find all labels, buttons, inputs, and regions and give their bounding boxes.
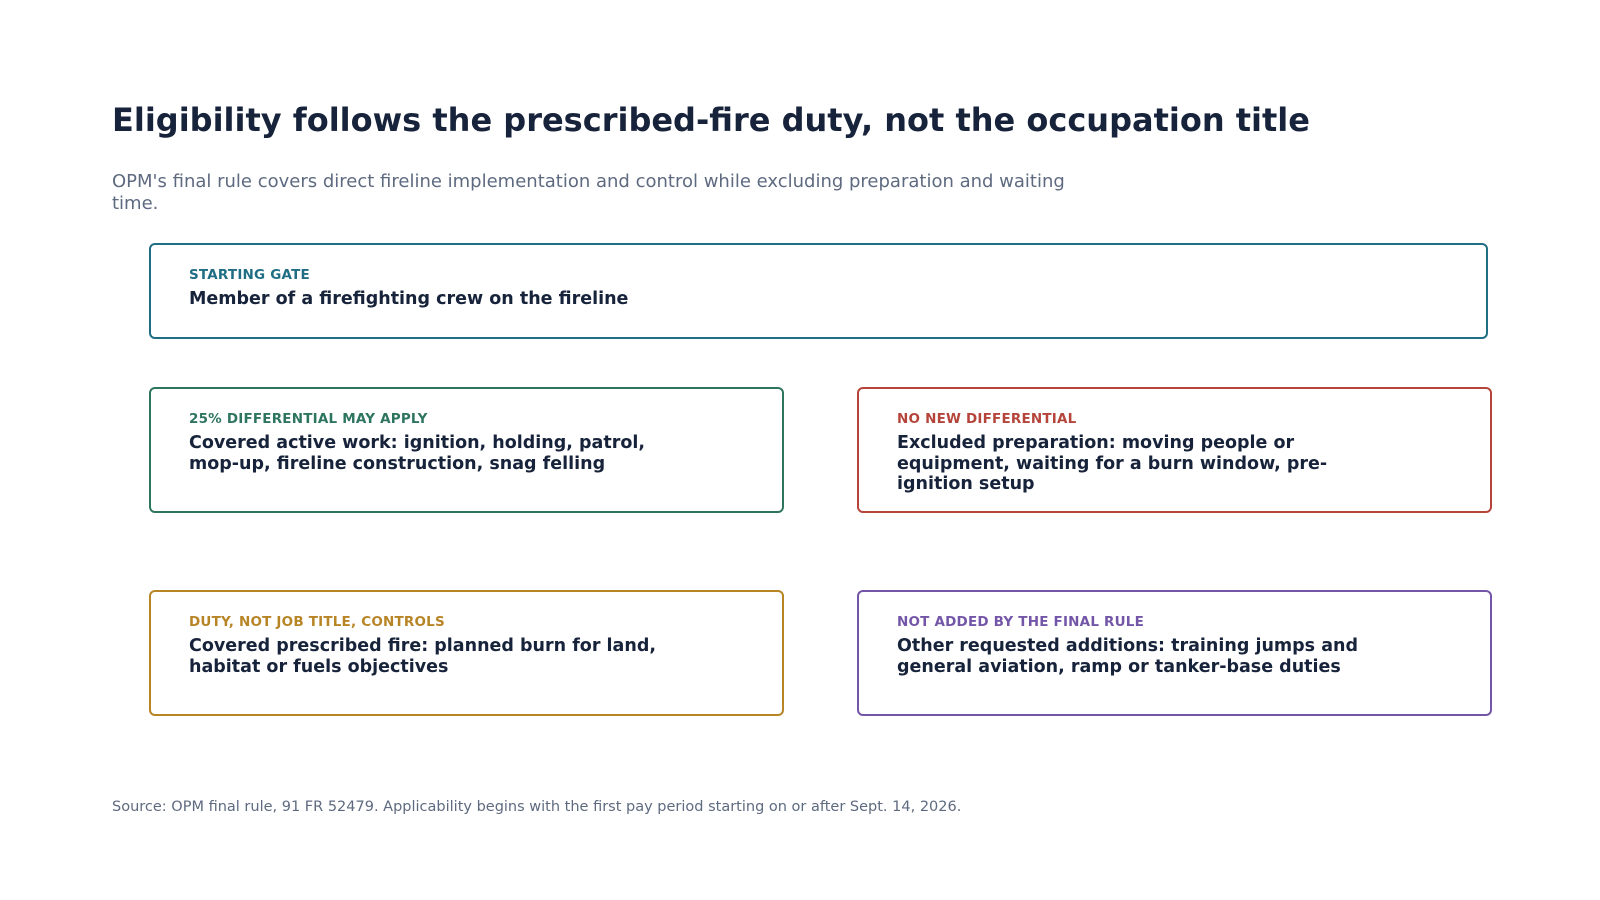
card-kicker: DUTY, NOT JOB TITLE, CONTROLS [189,614,445,630]
card-body: Covered active work: ignition, holding, patrol, mop-up, fireline construction, snag felling [189,433,646,474]
card-kicker: STARTING GATE [189,267,310,283]
card-body: Excluded preparation: moving people or equipment, waiting for a burn window, pre-ignition setup [897,433,1328,494]
not-added-additions-card [857,590,1492,716]
card-kicker: 25% DIFFERENTIAL MAY APPLY [189,411,428,427]
page-subtitle: OPM's final rule covers direct fireline implementation and control while excluding preparation and waiting time. [112,171,1065,214]
excluded-preparation-card [857,387,1492,513]
covered-active-work-card [149,387,784,513]
card-body: Other requested additions: training jumps and general aviation, ramp or tanker-base duties [897,636,1358,677]
page-title: Eligibility follows the prescribed-fire duty, not the occupation title [112,101,1310,139]
card-body: Member of a firefighting crew on the fireline [189,289,629,309]
starting-gate-card [149,243,1488,339]
covered-prescribed-fire-card [149,590,784,716]
card-kicker: NO NEW DIFFERENTIAL [897,411,1077,427]
card-kicker: NOT ADDED BY THE FINAL RULE [897,614,1145,630]
card-body: Covered prescribed fire: planned burn for land, habitat or fuels objectives [189,636,656,677]
source-note: Source: OPM final rule, 91 FR 52479. Applicability begins with the first pay period starting on or after Sept. 14, 2026. [112,799,962,815]
